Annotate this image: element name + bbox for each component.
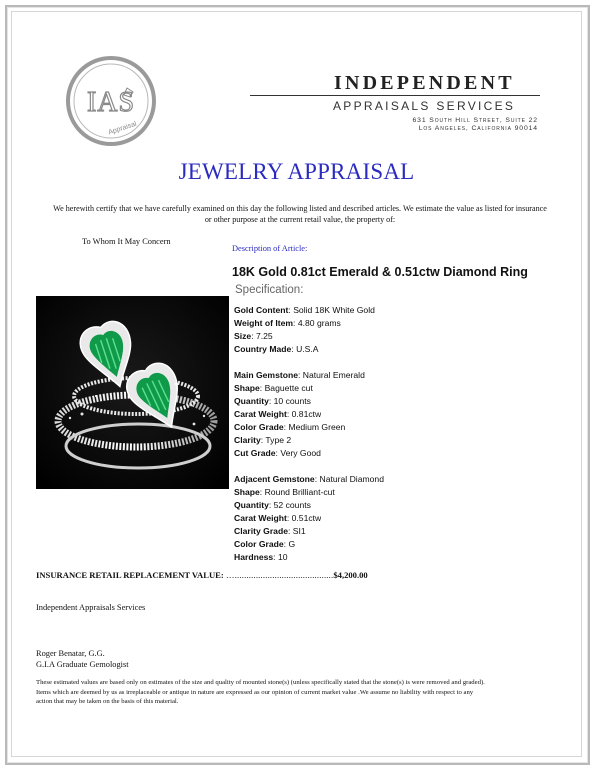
company-subtitle: APPRAISALS SERVICES	[333, 99, 516, 113]
company-address-line2: Los Angeles, California 90014	[418, 125, 538, 132]
specification-list	[234, 304, 384, 564]
document-title: JEWELRY APPRAISAL	[178, 159, 415, 184]
signer-credential: G.I.A Graduate Gemologist	[36, 660, 129, 669]
spec-size: Size: 7.25	[234, 331, 273, 341]
spec-adjacent-color: Color Grade: G	[234, 539, 296, 549]
spec-main-color: Color Grade: Medium Green	[234, 422, 346, 432]
recipient: To Whom It May Concern	[82, 237, 171, 246]
spec-adjacent-gemstone: Adjacent Gemstone: Natural Diamond	[234, 474, 384, 484]
svg-text:Appraisal: Appraisal	[107, 120, 138, 137]
spec-main-gemstone: Main Gemstone: Natural Emerald	[234, 370, 365, 380]
company-name: INDEPENDENT	[334, 72, 515, 94]
signature-company: Independent Appraisals Services	[36, 603, 146, 612]
specification-label: Specification:	[235, 284, 304, 296]
spec-adjacent-hardness: Hardness: 10	[234, 552, 288, 562]
ias-logo-seal	[65, 55, 157, 147]
spec-weight: Weight of Item: 4.80 grams	[234, 318, 341, 328]
spec-adjacent-quantity: Quantity: 52 counts	[234, 500, 311, 510]
spec-gold-content: Gold Content: Solid 18K White Gold	[234, 305, 375, 315]
spec-main-clarity: Clarity: Type 2	[234, 435, 292, 445]
spec-country: Country Made: U.S.A	[234, 344, 319, 354]
insurance-leader: …..........................................	[225, 570, 334, 580]
signer-block	[36, 648, 129, 670]
certification-text: We herewith certify that we have carefully examined on this day the following listed and described articles. We estimate the value as listed for insurance or other purpose at the current retail value, the property of:	[53, 204, 547, 224]
spec-main-quantity: Quantity: 10 counts	[234, 396, 311, 406]
disclaimer-text: These estimated values are based only on estimates of the size and quality of mounted stone(s) (unless specifically stated that the stone(s) is were removed and graded). Items which are deemed by us as irreplaceable or antique in nature are expressed as our opinion of current market value .We assume no liability with respect to any action that may be taken on the basis of this material.	[36, 679, 485, 706]
spec-adjacent-clarity: Clarity Grade: SI1	[234, 526, 306, 536]
description-label: Description of Article:	[232, 244, 308, 253]
insurance-value: $4,200.00	[333, 570, 368, 580]
signer-name: Roger Benatar, G.G.	[36, 649, 105, 658]
company-address-line1: 631 South Hill Street, Suite 22	[412, 117, 538, 124]
spec-main-shape: Shape: Baguette cut	[234, 383, 313, 393]
insurance-value-line	[36, 570, 368, 580]
insurance-label: INSURANCE RETAIL REPLACEMENT VALUE:	[36, 570, 224, 580]
spec-adjacent-carat: Carat Weight: 0.51ctw	[234, 513, 322, 523]
item-title: 18K Gold 0.81ct Emerald & 0.51ctw Diamond Ring	[232, 265, 528, 279]
ring-photo	[36, 296, 229, 489]
spec-main-carat: Carat Weight: 0.81ctw	[234, 409, 322, 419]
spec-main-cut: Cut Grade: Very Good	[234, 448, 321, 458]
header-rule	[250, 95, 540, 96]
spec-adjacent-shape: Shape: Round Brilliant-cut	[234, 487, 335, 497]
svg-text:IAS: IAS	[86, 87, 136, 118]
